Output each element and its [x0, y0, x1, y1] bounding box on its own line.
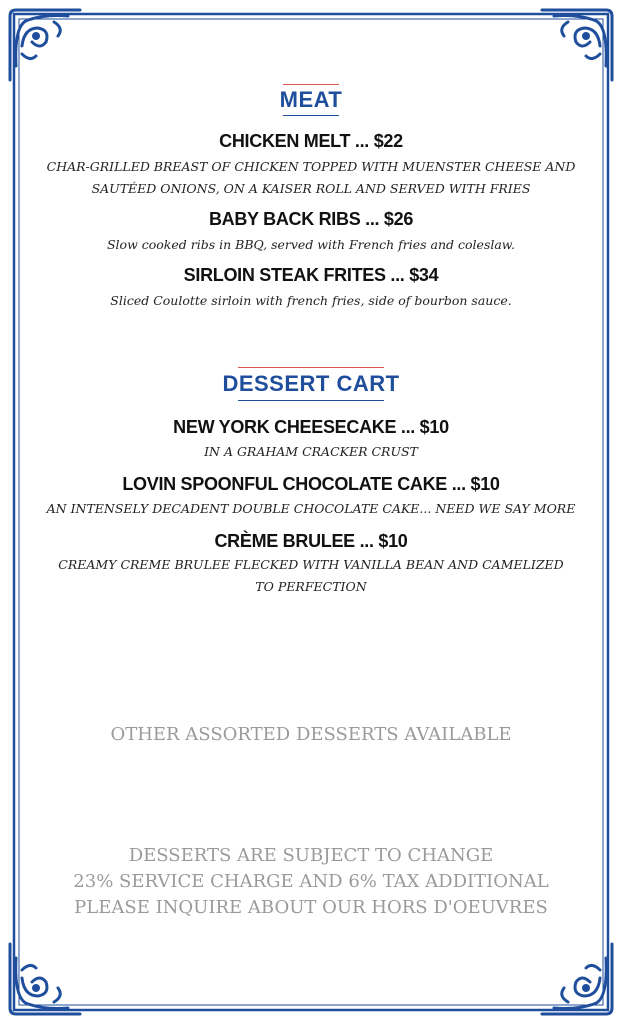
title-rule-bottom: [283, 115, 339, 116]
menu-item-desc: AN INTENSELY DECADENT DOUBLE CHOCOLATE CAKE... NEED WE SAY MORE: [46, 501, 576, 516]
menu-item-name: CRÈME BRULEE ... $10: [214, 531, 408, 551]
menu-item-name: NEW YORK CHEESECAKE ... $10: [173, 417, 449, 437]
menu-item-name: BABY BACK RIBS ... $26: [208, 209, 414, 229]
footer-line: PLEASE INQUIRE ABOUT OUR HORS D'OEUVRES: [74, 897, 548, 918]
other-desserts-note: OTHER ASSORTED DESSERTS AVAILABLE: [110, 724, 512, 745]
menu-item-name: SIRLOIN STEAK FRITES ... $34: [183, 265, 439, 285]
ornament-corner-icon: [6, 940, 84, 1018]
menu-item-desc: IN A GRAHAM CRACKER CRUST: [204, 444, 418, 459]
section-title-meat: [0, 84, 622, 116]
menu-item-desc: CHAR-GRILLED BREAST OF CHICKEN TOPPED WITH MUENSTER CHEESE AND SAUTÉED ONIONS, ON A KAISER ROLL AND SERVED WITH FRIES: [46, 159, 576, 196]
section-title-dessert: [0, 367, 622, 401]
menu-item-name: CHICKEN MELT ... $22: [219, 131, 403, 151]
menu-item-desc: Slow cooked ribs in BBQ, served with French fries and coleslaw.: [106, 237, 515, 252]
title-rule-bottom: [238, 400, 384, 401]
ornament-corner-icon: [538, 6, 616, 84]
ornament-corner-icon: [538, 940, 616, 1018]
footer-line: 23% SERVICE CHARGE AND 6% TAX ADDITIONAL: [73, 871, 549, 892]
ornament-corner-icon: [6, 6, 84, 84]
menu-item-name: LOVIN SPOONFUL CHOCOLATE CAKE ... $10: [122, 474, 500, 494]
footer-line: DESSERTS ARE SUBJECT TO CHANGE: [128, 845, 494, 866]
menu-item-desc: Sliced Coulotte sirloin with french fries, side of bourbon sauce.: [110, 293, 512, 308]
section-title-text: MEAT: [279, 87, 343, 112]
section-title-text: DESSERT CART: [222, 371, 400, 396]
menu-item-desc: CREAMY CREME BRULEE FLECKED WITH VANILLA BEAN AND CAMELIZED TO PERFECTION: [58, 557, 564, 594]
